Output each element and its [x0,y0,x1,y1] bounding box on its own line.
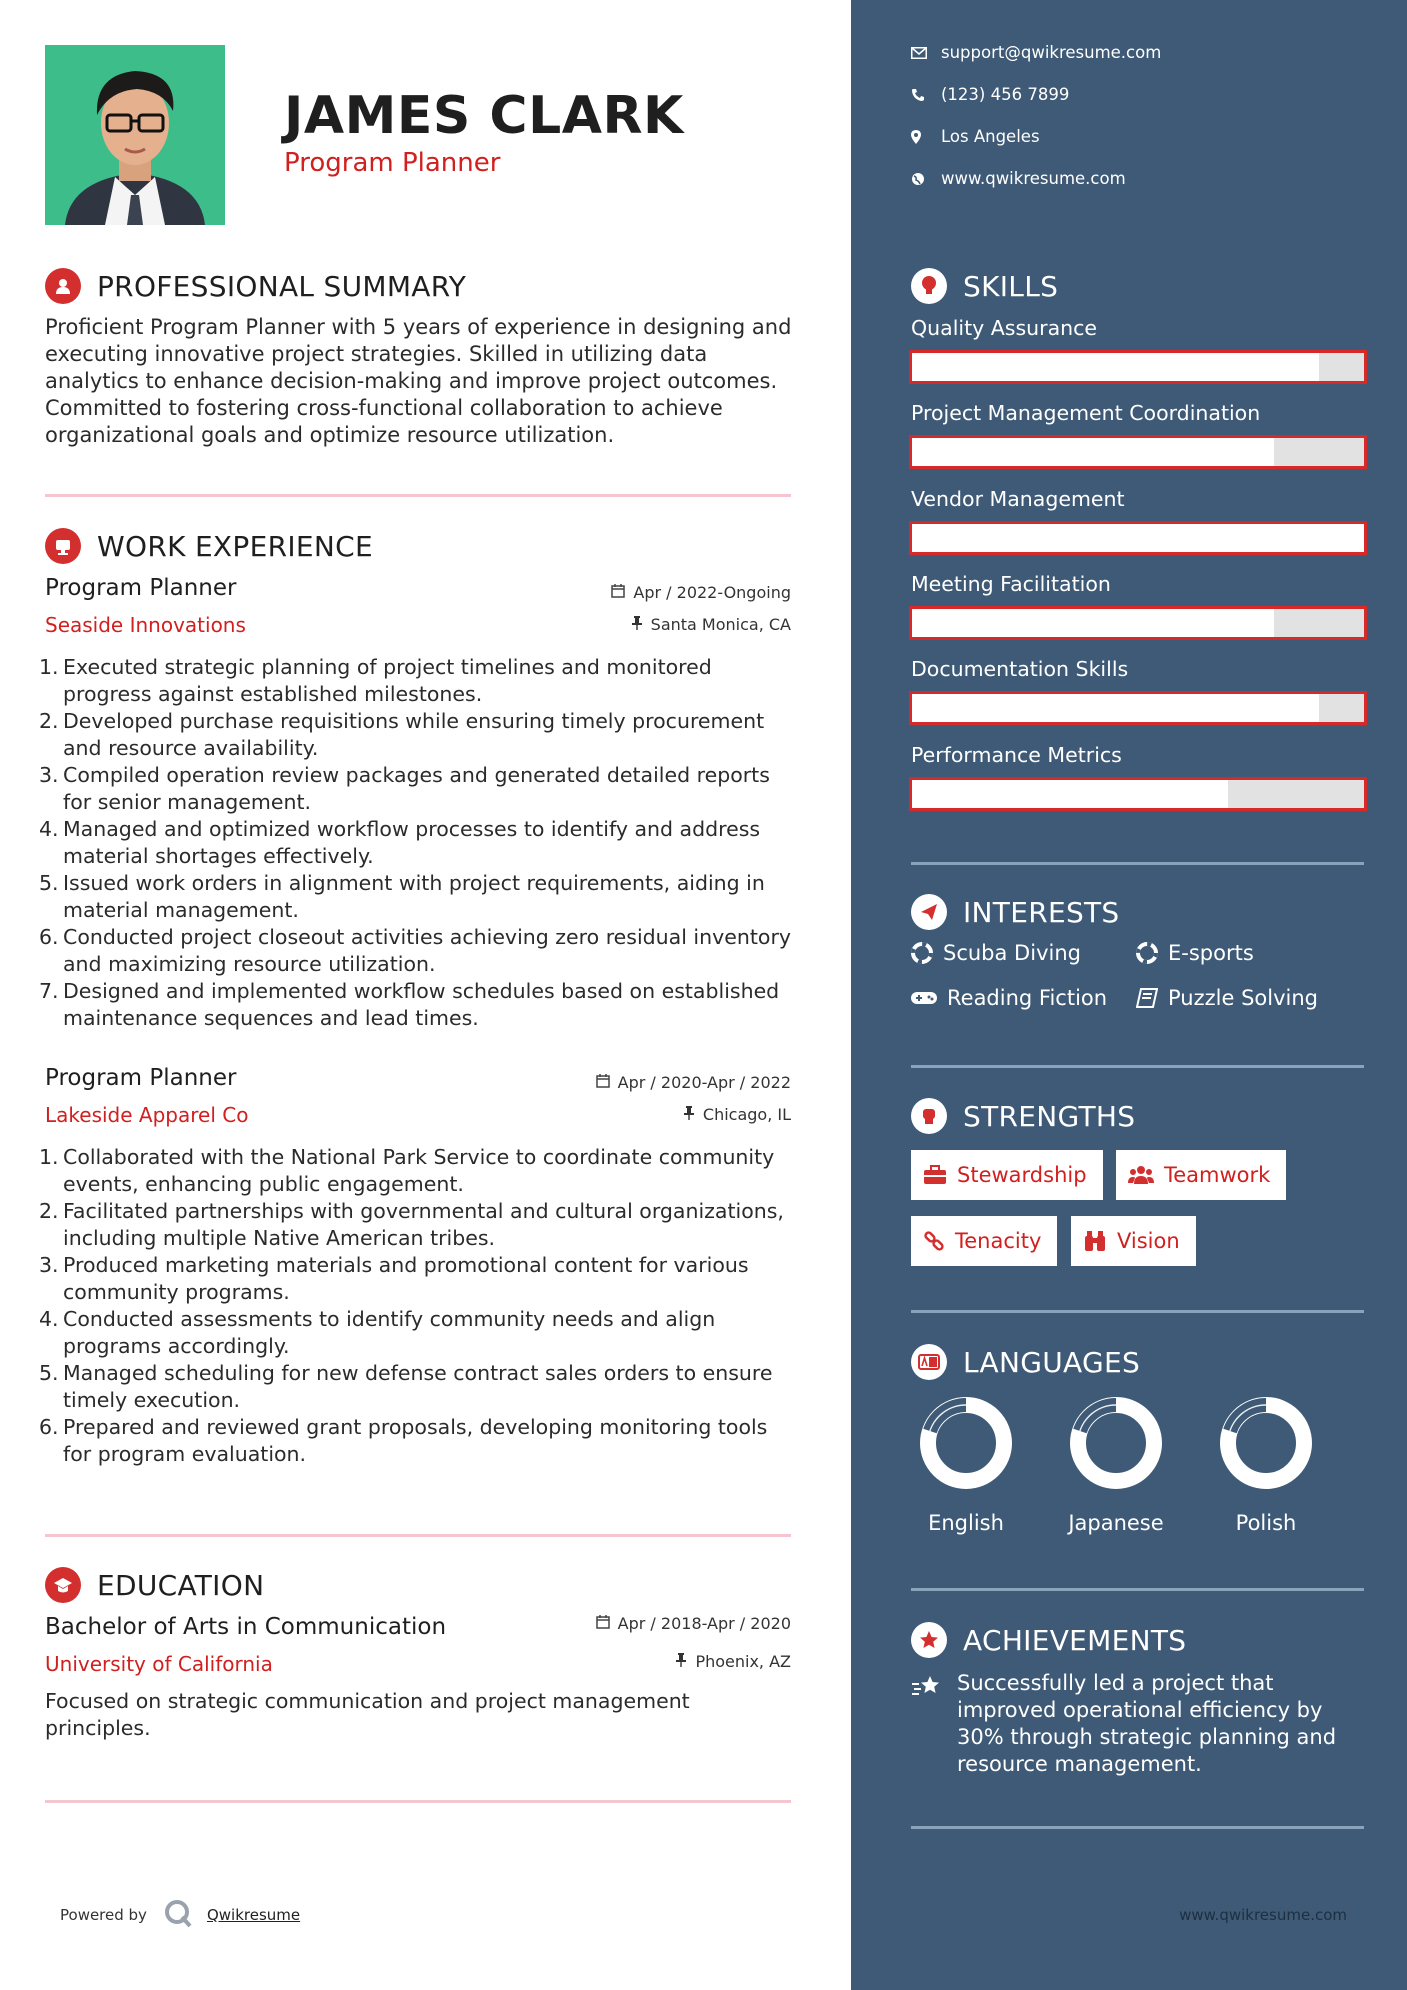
list-item: 5. Managed scheduling for new defense contract sales orders to ensure timely execution. [39,1361,773,1412]
school-name: University of California [45,1652,273,1676]
skills-heading [911,268,1058,304]
skill-bar-fill [912,438,1274,466]
skill-label: Meeting Facilitation [911,572,1111,596]
life-ring-icon [911,942,933,964]
skill-label: Vendor Management [911,487,1125,511]
list-item: 6. Conducted project closeout activities achieving zero residual inventory and maximizing resource utilization. [39,925,792,976]
skill-bar [909,521,1367,555]
list-item: 6. Prepared and reviewed grant proposals, developing monitoring tools for program evaluation. [39,1415,768,1466]
skill-bar [909,435,1367,469]
job-title: Program Planner [45,1065,237,1091]
job-company: Seaside Innovations [45,613,246,637]
sidebar [851,0,1407,1990]
skill-label: Performance Metrics [911,743,1122,767]
powered-by-label: Powered by [60,1906,147,1924]
book-icon [1136,988,1158,1008]
skill-label: Quality Assurance [911,316,1098,340]
briefcase-icon [45,528,81,564]
interest-item: Reading Fiction [911,986,1107,1010]
lightbulb-icon [911,268,947,304]
strength-badge: Teamwork [1116,1150,1286,1200]
globe-icon [911,172,941,186]
summary-title: PROFESSIONAL SUMMARY [97,269,467,303]
contact-website[interactable]: www.qwikresume.com [911,169,1126,188]
list-item: 4. Managed and optimized workflow processes to identify and address material shortages effectively. [39,817,761,868]
strength-badge: Vision [1071,1216,1196,1266]
contact-location: Los Angeles [911,127,1040,146]
qwikresume-logo-icon [163,1898,193,1932]
language-label: English [928,1511,1004,1535]
achievement-item: Successfully led a project that improved operational efficiency by 30% through strategic planning and resource management. [911,1670,1351,1778]
list-item: 7. Designed and implemented workflow schedules based on established maintenance sequences and lead times. [39,979,780,1030]
contact-email[interactable]: support@qwikresume.com [911,43,1161,62]
strength-badge: Tenacity [911,1216,1057,1266]
list-item: 3. Compiled operation review packages and generated detailed reports for senior management. [39,763,770,814]
language-level-ring [1218,1395,1314,1491]
gamepad-icon [911,990,937,1006]
life-ring-icon [1136,942,1158,964]
graduation-icon [45,1567,81,1603]
achievements-heading [911,1622,1186,1658]
pin-icon [683,1105,703,1124]
interests-heading [911,894,1120,930]
powered-by [60,1898,300,1932]
interests-title: INTERESTS [963,895,1120,929]
section-divider [911,1310,1364,1313]
contact-phone[interactable]: (123) 456 7899 [911,85,1069,104]
language-item [911,1395,1021,1535]
star-icon [911,1622,947,1658]
experience-title: WORK EXPERIENCE [97,529,373,563]
calendar-icon [596,1073,618,1092]
briefcase-icon [923,1165,947,1185]
skill-bar [909,350,1367,384]
list-item: 1. Executed strategic planning of project timelines and monitored progress against established milestones. [39,655,712,706]
language-level-ring [1068,1395,1164,1491]
calendar-icon [611,583,633,602]
shooting-star-icon [911,1670,957,1778]
skill-bar-fill [912,694,1319,722]
strength-badge: Stewardship [911,1150,1103,1200]
skill-label: Project Management Coordination [911,401,1261,425]
section-divider [911,1588,1364,1591]
list-item: 5. Issued work orders in alignment with project requirements, aiding in material management. [39,871,765,922]
education-title: EDUCATION [97,1568,265,1602]
achievements-title: ACHIEVEMENTS [963,1623,1187,1657]
language-label: Japanese [1068,1511,1164,1535]
skills-title: SKILLS [963,269,1059,303]
skill-label: Documentation Skills [911,657,1129,681]
candidate-role: Program Planner [284,148,501,178]
section-divider [911,1065,1364,1068]
skill-bar [909,691,1367,725]
skill-bar-fill [912,609,1274,637]
section-divider [911,862,1364,865]
map-marker-icon [911,130,941,144]
profile-photo [45,45,225,225]
user-icon [45,268,81,304]
skill-bar-fill [912,353,1319,381]
interest-item: E-sports [1136,941,1254,965]
language-label: Polish [1235,1511,1297,1535]
language-item [1211,1395,1321,1535]
pin-icon [675,1652,695,1671]
users-icon [1128,1165,1154,1185]
education-date: Apr / 2018-Apr / 2020 [596,1614,791,1633]
section-divider [45,494,791,497]
list-item: 4. Conducted assessments to identify community needs and align programs accordingly. [39,1307,716,1358]
list-item: 3. Produced marketing materials and promotional content for various community programs. [39,1253,749,1304]
skill-bar [909,777,1367,811]
language-item [1061,1395,1171,1535]
binoculars-icon [1083,1230,1107,1252]
interest-item: Scuba Diving [911,941,1081,965]
education-heading [45,1567,264,1603]
skill-bar-fill [912,524,1364,552]
link-icon [923,1230,945,1252]
education-description: Focused on strategic communication and project management principles. [45,1689,690,1740]
summary-heading [45,268,466,304]
section-divider [45,1800,791,1803]
paper-plane-icon [911,894,947,930]
qwikresume-link[interactable]: Qwikresume [206,1906,301,1924]
job-location: Santa Monica, CA [631,615,791,634]
experience-heading [45,528,373,564]
footer-website[interactable]: www.qwikresume.com [1179,1906,1347,1924]
job-date: Apr / 2020-Apr / 2022 [596,1073,791,1092]
section-divider [911,1826,1364,1829]
job-duties-list [39,654,800,1032]
section-divider [45,1534,791,1537]
language-level-ring [918,1395,1014,1491]
phone-icon [911,88,941,102]
languages-title: LANGUAGES [963,1345,1141,1379]
strengths-heading [911,1098,1135,1134]
language-icon [911,1344,947,1380]
job-date: Apr / 2022-Ongoing [611,583,791,602]
job-duties-list [39,1144,800,1468]
envelope-icon [911,47,941,59]
interest-item: Puzzle Solving [1136,986,1318,1010]
job-company: Lakeside Apparel Co [45,1103,249,1127]
list-item: 2. Facilitated partnerships with governmental and cultural organizations, including multiple Native American tribes. [39,1199,784,1250]
fist-icon [911,1098,947,1134]
list-item: 1. Collaborated with the National Park Service to coordinate community events, enhancing public engagement. [39,1145,775,1196]
job-title: Program Planner [45,575,237,601]
education-location: Phoenix, AZ [675,1652,791,1671]
list-item: 2. Developed purchase requisitions while ensuring timely procurement and resource availability. [39,709,765,760]
calendar-icon [596,1614,618,1633]
languages-heading [911,1344,1140,1380]
strengths-title: STRENGTHS [963,1099,1136,1133]
degree-title: Bachelor of Arts in Communication [45,1614,447,1640]
skill-bar [909,606,1367,640]
summary-text: Proficient Program Planner with 5 years of experience in designing and executing innovative project strategies. Skilled in utilizing data analytics to enhance decision-making and improve project outcomes. Committed to fostering cross-functional collaboration to achieve organizational goals and optimize resource utilization. [45,315,792,447]
job-location: Chicago, IL [683,1105,791,1124]
candidate-name: JAMES CLARK [284,86,684,146]
pin-icon [631,615,651,634]
skill-bar-fill [912,780,1228,808]
